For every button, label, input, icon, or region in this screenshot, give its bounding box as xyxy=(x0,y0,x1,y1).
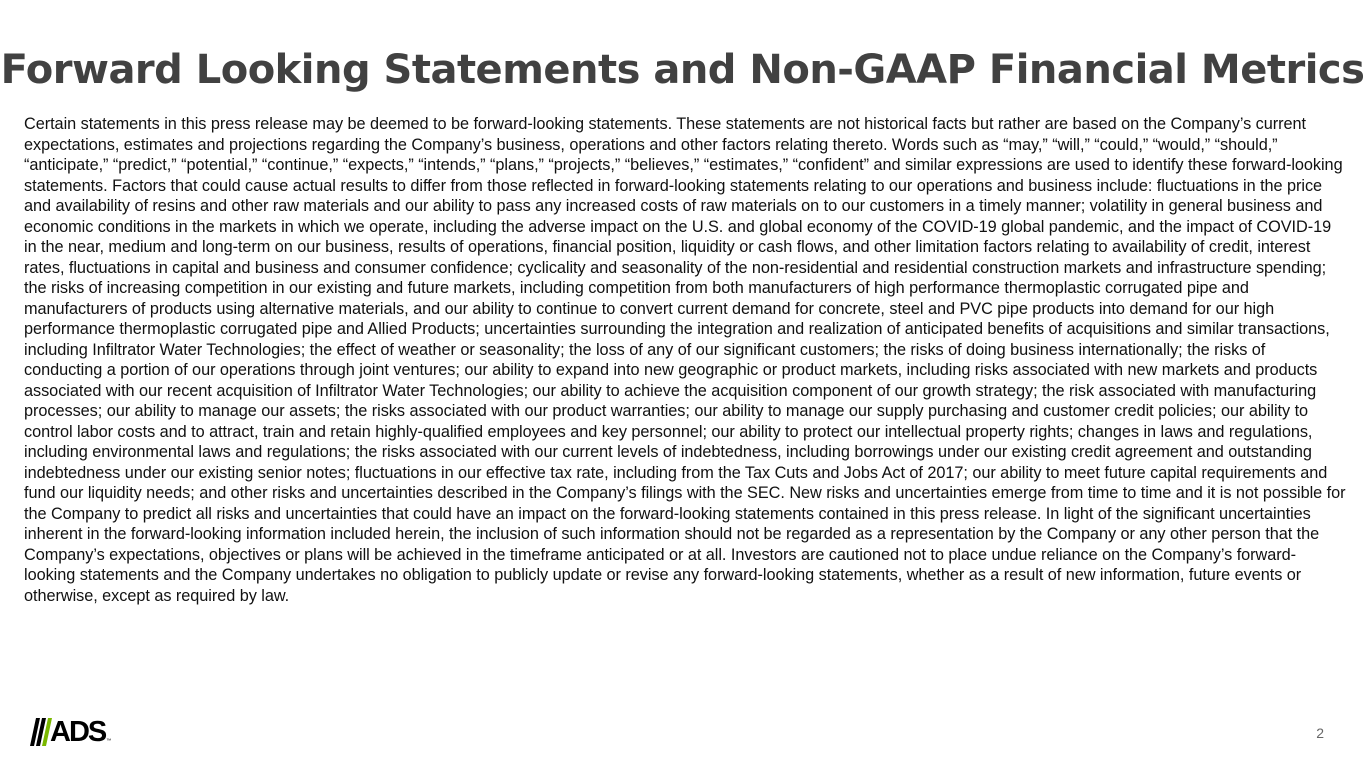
ads-logo xyxy=(30,716,120,748)
logo-trademark: ™ xyxy=(106,738,112,744)
forward-looking-statement-text: Certain statements in this press release may be deemed to be forward-looking statements. These statements are not historical facts but rather are based on the Company’s current expectations, estimates and projections regarding the Company’s business, operations and other factors relating thereto. Words such as “may,” “will,” “could,” “would,” “should,” “anticipate,” “predict,” “potential,” “continue,” “expects,” “intends,” “plans,” “projects,” “believes,” “estimates,” “confident” and similar expressions are used to identify these forward-looking statements. Factors that could cause actual results to differ from those reflected in forward-looking statements relating to our operations and business include: fluctuations in the price and availability of resins and other raw materials and our ability to pass any increased costs of raw materials on to our customers in a timely manner; volatility in general business and economic conditions in the markets in which we operate, including the adverse impact on the U.S. and global economy of the COVID-19 global pandemic, and the impact of COVID-19 in the near, medium and long-term on our business, results of operations, financial position, liquidity or cash flows, and other limitation factors relating to availability of credit, interest rates, fluctuations in capital and business and consumer confidence; cyclicality and seasonality of the non-residential and residential construction markets and infrastructure spending; the risks of increasing competition in our existing and future markets, including competition from both manufacturers of high performance thermoplastic corrugated pipe and manufacturers of products using alternative materials, and our ability to continue to convert current demand for concrete, steel and PVC pipe products into demand for our high performance thermoplastic corrugated pipe and Allied Products; uncertainties surrounding the integration and realization of anticipated benefits of acquisitions and similar transactions, including Infiltrator Water Technologies; the effect of weather or seasonality; the loss of any of our significant customers; the risks of doing business internationally; the risks of conducting a portion of our operations through joint ventures; our ability to expand into new geographic or product markets, including risks associated with new markets and products associated with our recent acquisition of Infiltrator Water Technologies; our ability to achieve the acquisition component of our growth strategy; the risk associated with manufacturing processes; our ability to manage our assets; the risks associated with our product warranties; our ability to manage our supply purchasing and customer credit policies; our ability to control labor costs and to attract, train and retain highly-qualified employees and key personnel; our ability to protect our intellectual property rights; changes in laws and regulations, including environmental laws and regulations; the risks associated with our current levels of indebtedness, including borrowings under our existing credit agreement and outstanding indebtedness under our existing senior notes; fluctuations in our effective tax rate, including from the Tax Cuts and Jobs Act of 2017; our ability to meet future capital requirements and fund our liquidity needs; and other risks and uncertainties described in the Company’s filings with the SEC. New risks and uncertainties emerge from time to time and it is not possible for the Company to predict all risks and uncertainties that could have an impact on the forward-looking statements contained in this press release. In light of the significant uncertainties inherent in the forward-looking information included herein, the inclusion of such information should not be regarded as a representation by the Company or any other person that the Company’s expectations, objectives or plans will be achieved in the timeframe anticipated or at all. Investors are cautioned not to place undue reliance on the Company’s forward-looking statements and the Company undertakes no obligation to publicly update or revise any forward-looking statements, whether as a result of new information, future events or otherwise, except as required by law. xyxy=(24,115,1346,605)
page-number: 2 xyxy=(1316,725,1324,741)
logo-wordmark: ADS xyxy=(50,716,106,748)
slide-title: Forward Looking Statements and Non-GAAP Financial Metrics xyxy=(0,47,1365,93)
ads-slash-stripes-icon xyxy=(30,718,52,746)
